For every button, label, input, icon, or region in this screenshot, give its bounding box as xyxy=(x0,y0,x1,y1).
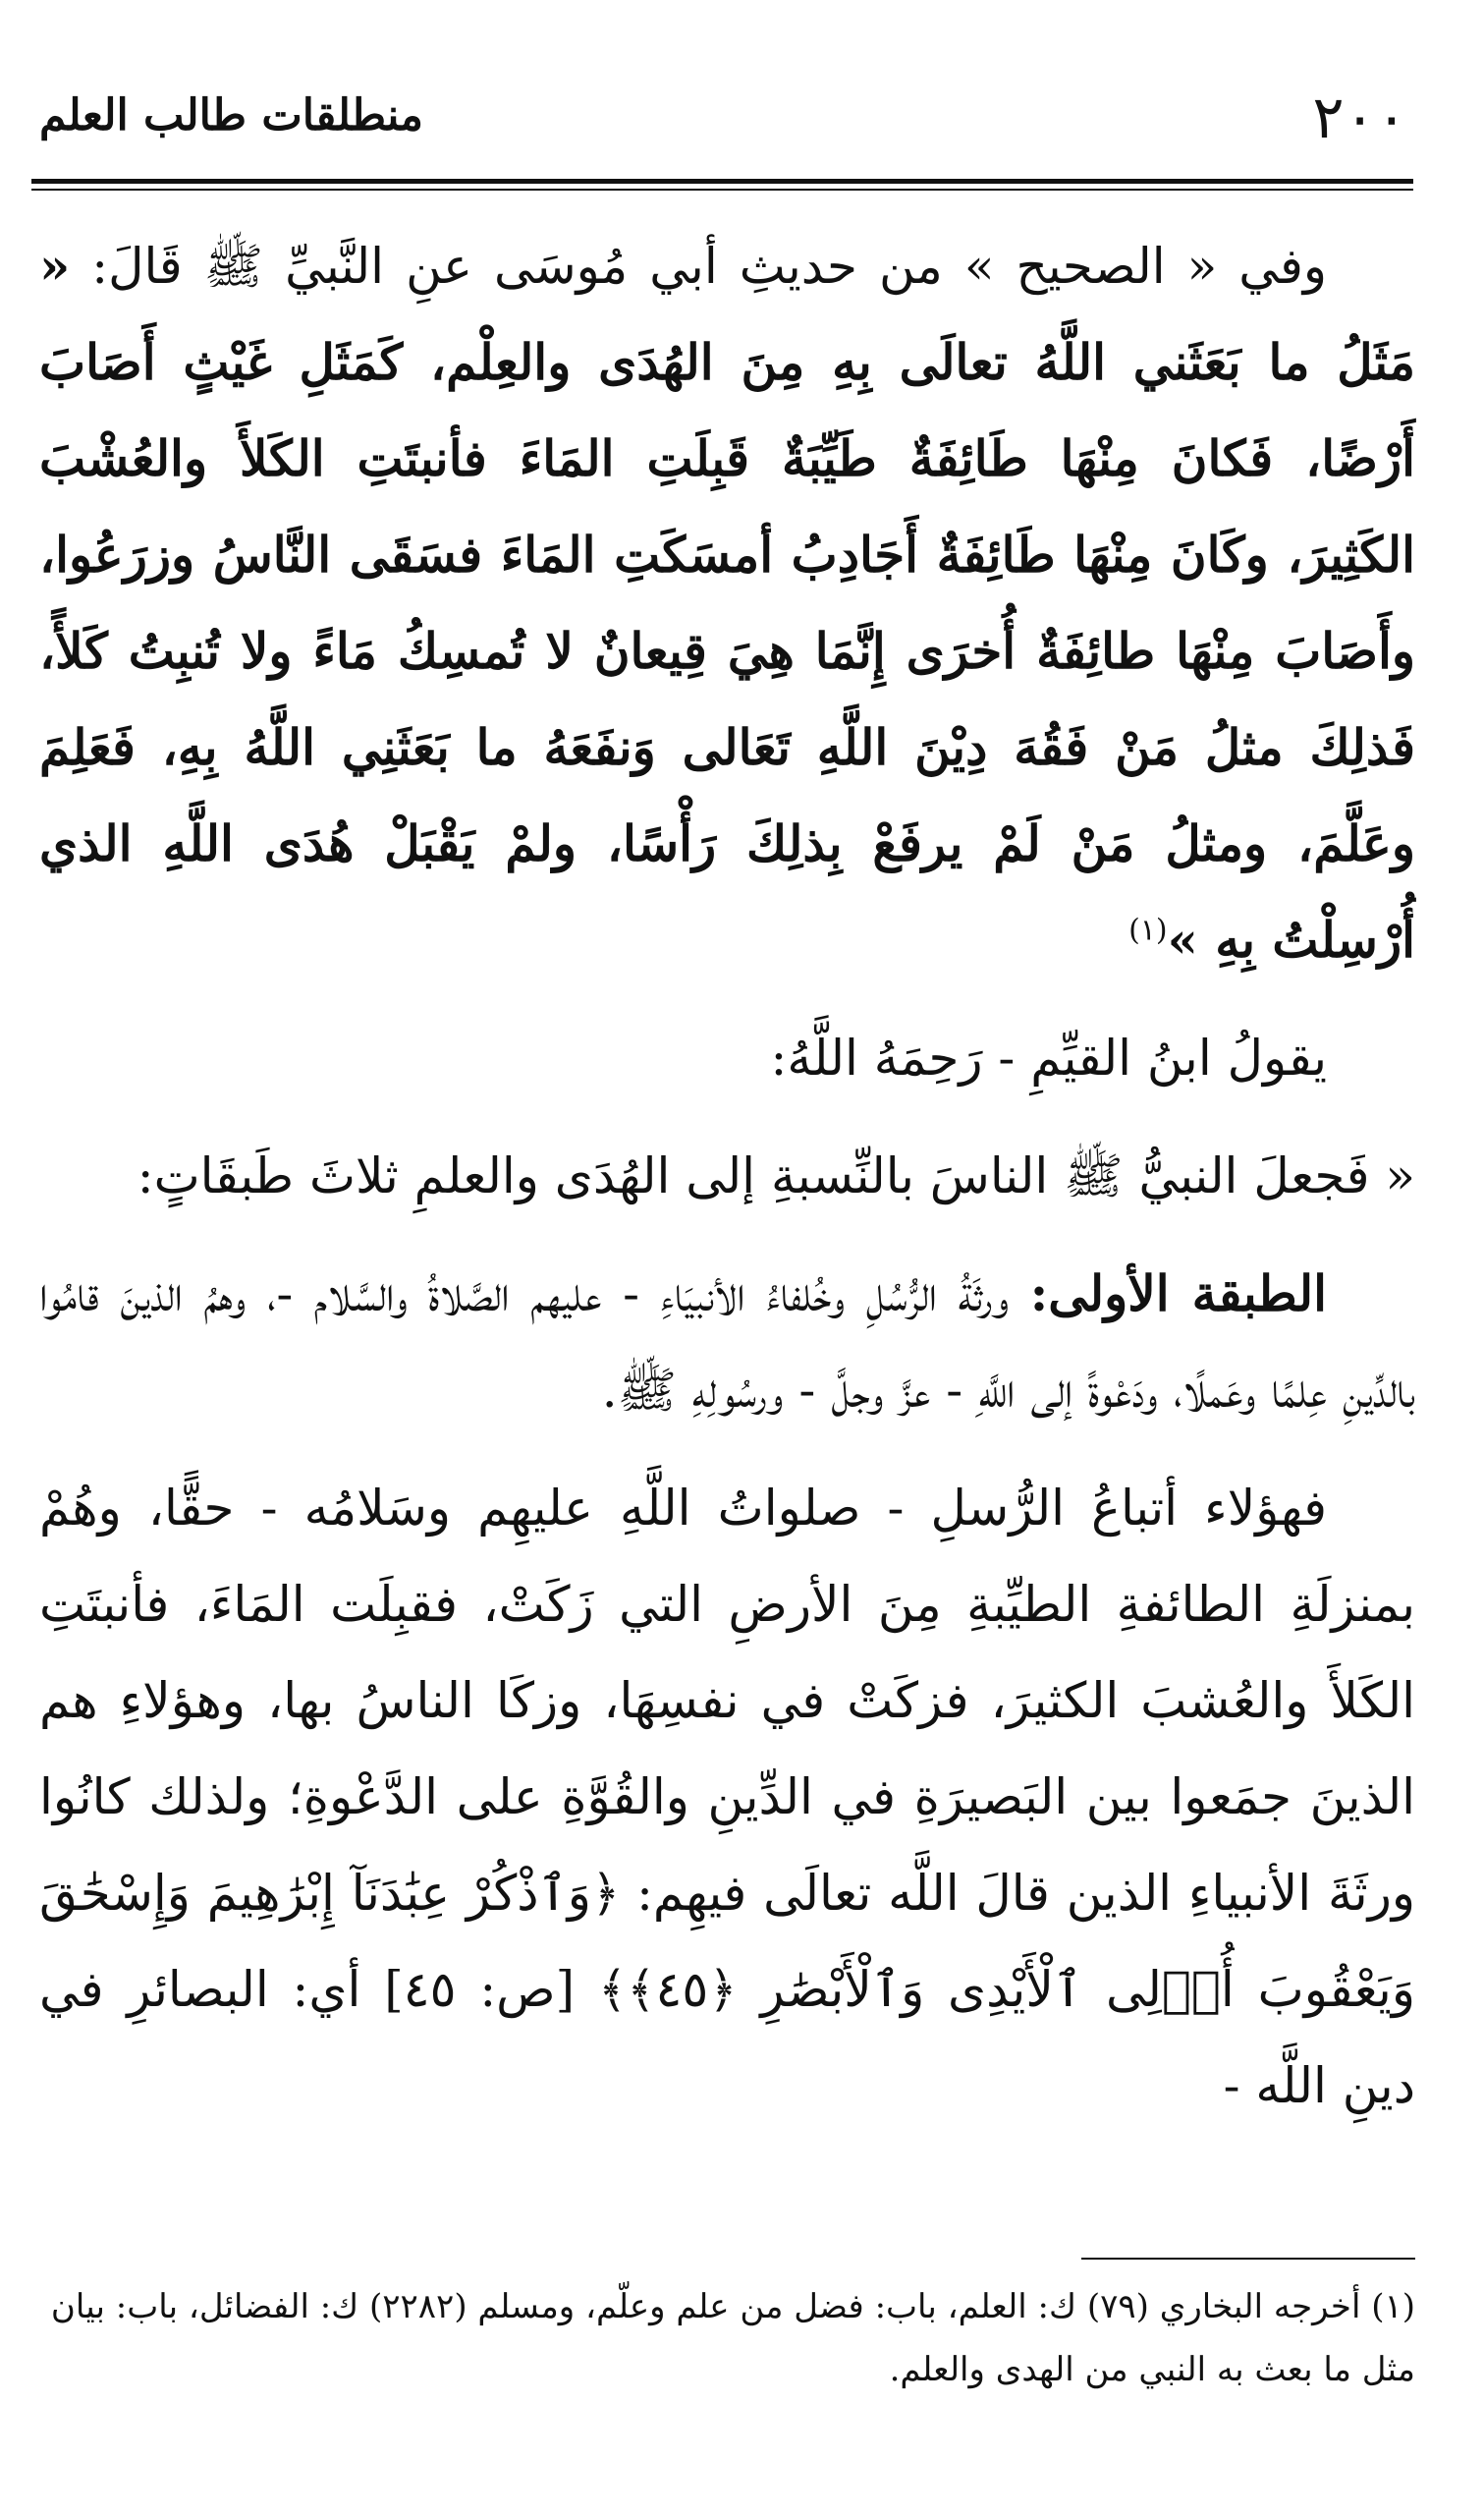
header-rule-thick xyxy=(31,179,1413,184)
page-header xyxy=(0,0,1484,196)
paragraph-ibn-qayyim: يقولُ ابنُ القيِّمِ - رَحِمَهُ اللَّهُ: xyxy=(770,1030,1327,1087)
footnote-separator xyxy=(1081,2258,1415,2260)
paragraph-first-class xyxy=(39,1246,1415,1438)
page-body xyxy=(39,218,1415,2134)
first-class-text: ورثَةُ الرُّسُلِ وخُلفاءُ الأنبيَاءِ - عليهم الصَّلاةُ والسَّلام -، وهمُ الذينَ قامُوا بالدِّينِ عِلمًا وعَملًا، ودَعْوةً إلى اللَّهِ - عزَّ وجلَّ - ورسُولِهِ ﷺ. xyxy=(39,1265,1415,1419)
running-title: منطلقات طالب العلم xyxy=(39,90,423,140)
paragraph-hadith xyxy=(39,218,1415,988)
page-number: ٢٠٠ xyxy=(1312,84,1407,152)
footnote-text: (١) أخرجه البخاري (٧٩) ك: العلم، باب: فضل من علم وعلّم، ومسلم (٢٢٨٢) ك: الفضائل، باب: بيان مثل ما بعث به النبي من الهدى والعلم. xyxy=(50,2287,1415,2389)
paragraph-three-classes: « فَجعلَ النبيُّ ﷺ الناسَ بالنِّسبةِ إلى الهُدَى والعلمِ ثلاثَ طَبقَاتٍ: xyxy=(137,1147,1415,1204)
header-rule-thin xyxy=(31,189,1413,191)
hadith-text: « مَثَلُ ما بَعَثَني اللَّهُ تعالَى بِهِ مِنَ الهُدَى والعِلْم، كَمَثَلِ غَيْثٍ أَصَابَ أَرْضًا، فَكانَ مِنْهَا طَائِفَةٌ طَيِّبَةٌ قَبِلَتِ المَاءَ فأنبتَتِ الكَلأَ والعُشْبَ الكَثِيرَ، وكَانَ مِنْهَا طَائِفَةٌ أَجَادِبُ أمسَكَتِ المَاءَ فسَقَى النَّاسُ وزرَعُوا، وأَصَابَ مِنْهَا طائِفَةٌ أُخرَى إِنَّمَا هِيَ قِيعانٌ لا تُمسِكُ مَاءً ولا تُنبِتُ كَلأً، فَذلِكَ مثلُ مَنْ فَقُهَ دِيْنَ اللَّهِ تَعَالى وَنفَعَهُ ما بَعَثَنِي اللَّهُ بِهِ، فَعَلِمَ وعَلَّمَ، ومثلُ مَنْ لَمْ يرفَعْ بِذلِكَ رَأْسًا، ولمْ يَقْبَلْ هُدَى اللَّهِ الذي أُرْسِلْتُ بِهِ » xyxy=(39,237,1415,969)
footnote-reference: (١) xyxy=(1128,913,1168,948)
footnote-item xyxy=(39,2275,1415,2401)
hadith-intro: وفي « الصحيح » من حديثِ أبي مُوسَى عنِ النَّبيِّ ﷺ قَالَ: xyxy=(91,238,1327,295)
footnotes xyxy=(39,2275,1415,2401)
paragraph-followers: فهؤلاء أتباعُ الرُّسلِ - صلواتُ اللَّهِ عليهِم وسَلامُه - حقًّا، وهُمْ بمنزلَةِ الطائفةِ الطيِّبةِ مِنَ الأرضِ التي زَكَتْ، فقبِلَت المَاءَ، فأنبتَتِ الكَلأَ والعُشبَ الكثيرَ، فزكَتْ في نفسِهَا، وزكَا الناسُ بها، وهؤلاءِ هم الذينَ جمَعوا بين البَصيرَةِ في الدِّينِ والقُوَّةِ على الدَّعْوةِ؛ ولذلك كانُوا ورثَةَ الأنبياءِ الذين قالَ اللَّه تعالَى فيهِم: ﴿وَٱذْكُرْ عِبَٰدَنَآ إِبْرَٰهِيمَ وَإِسْحَٰقَ وَيَعْقُوبَ أُو۟لِى ٱلْأَيْدِى وَٱلْأَبْصَٰرِ ﴿٤٥﴾﴾ [ص: ٤٥] أي: البصائرِ في دينِ اللَّه - xyxy=(39,1480,1415,2114)
first-class-label: الطبقة الأولى: xyxy=(1029,1264,1327,1322)
